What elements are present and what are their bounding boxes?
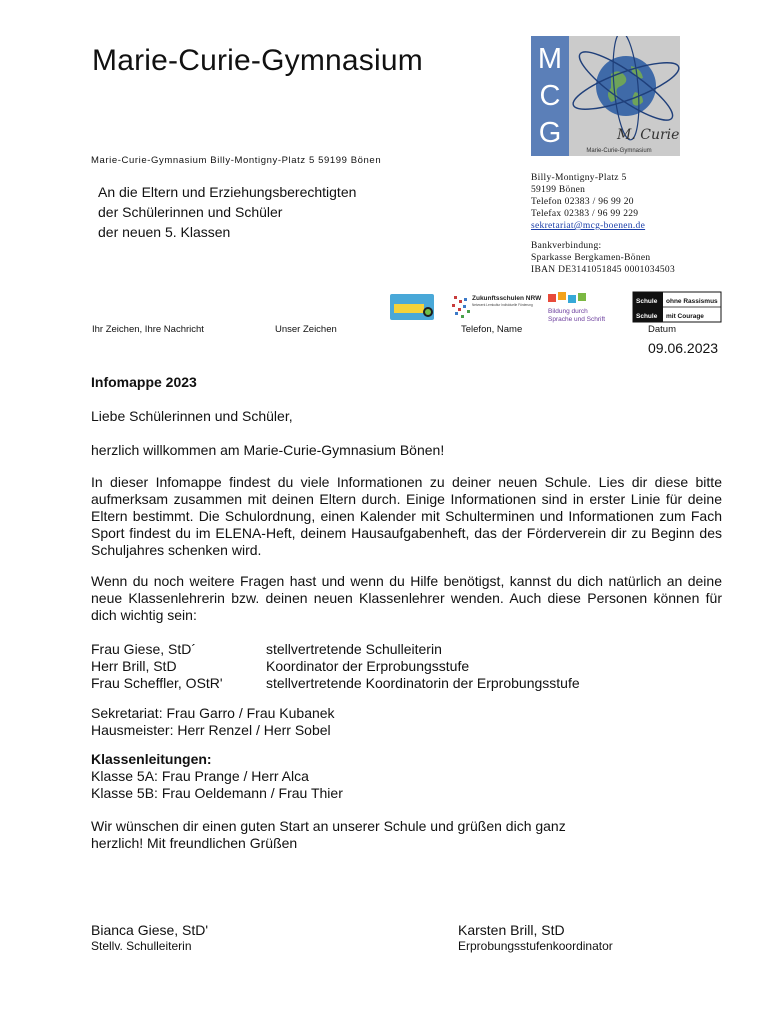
- zukunft-sub: Netzwerk Lernkultur Individuelle Förderung: [472, 303, 533, 307]
- contact-persons-list: [91, 641, 722, 692]
- logo-caption: Marie-Curie-Gymnasium: [586, 148, 652, 154]
- letter-paragraph-2: Wenn du noch weitere Fragen hast und wenn du Hilfe benötigst, kannst du dich natürlich an deine neue Klassenlehrerin bzw. deinen neuen Klassenlehrer wenden. Auch diese Personen können für dich wichtig sein:: [91, 573, 722, 623]
- person-name: Herr Brill, StD: [91, 658, 177, 674]
- logo-letter-g: G: [538, 117, 562, 149]
- letter-subject: Infomappe 2023: [91, 374, 197, 390]
- recipient-line: An die Eltern und Erziehungsberechtigten: [98, 184, 357, 200]
- contact-phone: Telefon 02383 / 96 99 20: [531, 197, 634, 207]
- ref-ihr-zeichen: Ihr Zeichen, Ihre Nachricht: [92, 324, 204, 335]
- contact-block: [531, 172, 675, 276]
- sor-schule-1: Schule: [636, 298, 658, 305]
- badges-row: [388, 290, 723, 324]
- signature-left-name: Bianca Giese, StD': [91, 922, 209, 938]
- biss-badge: [548, 292, 605, 323]
- hausmeister-line: Hausmeister: Herr Renzel / Herr Sobel: [91, 722, 331, 738]
- sor-text-2: mit Courage: [666, 313, 704, 320]
- schule-ohne-rassismus-badge: [633, 292, 721, 322]
- person-role: Koordinator der Erprobungsstufe: [266, 658, 470, 674]
- closing: [91, 818, 722, 852]
- letter-date: 09.06.2023: [648, 340, 719, 356]
- biss-line2: Sprache und Schrift: [548, 316, 606, 323]
- class-teachers: [91, 751, 722, 802]
- contact-fax: Telefax 02383 / 96 99 229: [531, 209, 639, 219]
- school-title: Marie-Curie-Gymnasium: [92, 44, 423, 77]
- sor-text-1: ohne Rassismus: [666, 298, 718, 305]
- person-role: stellvertretende Schulleiterin: [266, 641, 442, 657]
- person-name: Frau Scheffler, OStR': [91, 675, 223, 691]
- person-name: Frau Giese, StD´: [91, 641, 197, 657]
- closing-line-1: Wir wünschen dir einen guten Start an unserer Schule und grüßen dich ganz: [91, 818, 566, 834]
- zukunftsschulen-badge: [452, 295, 542, 318]
- closing-line-2: herzlich! Mit freundlichen Grüßen: [91, 835, 298, 851]
- recipient-line: der Schülerinnen und Schüler: [98, 204, 283, 220]
- staff-info: [91, 705, 722, 739]
- klasse-5a-line: Klasse 5A: Frau Prange / Herr Alca: [91, 768, 309, 784]
- bank-iban: IBAN DE3141051845 0001034503: [531, 265, 676, 275]
- signature-left-title: Stellv. Schulleiterin: [91, 939, 192, 953]
- klassenleitungen-heading: Klassenleitungen:: [91, 751, 212, 767]
- bank-name: Sparkasse Bergkamen-Bönen: [531, 253, 651, 263]
- sender-address-line: Marie-Curie-Gymnasium Billy-Montigny-Platz 5 59199 Bönen: [91, 155, 382, 166]
- ref-telefon-name: Telefon, Name: [461, 324, 523, 335]
- klasse-5b-line: Klasse 5B: Frau Oeldemann / Frau Thier: [91, 785, 343, 801]
- list-item: [91, 675, 722, 692]
- signature-right-title: Erprobungsstufenkoordinator: [458, 939, 613, 953]
- contact-city: 59199 Bönen: [531, 185, 586, 195]
- ref-unser-zeichen: Unser Zeichen: [275, 324, 337, 335]
- letter-salutation: Liebe Schülerinnen und Schüler,: [91, 408, 293, 424]
- logo-letter-m: M: [537, 43, 563, 75]
- recipient-line: der neuen 5. Klassen: [98, 224, 231, 240]
- letter-paragraph-1: In dieser Infomappe findest du viele Informationen zu deiner neuen Schule. Lies dir diese bitte aufmerksam zusammen mit deinen Eltern durch. Einige Informationen sind in erster Linie für deine Eltern bestimmt. Die Schulordnung, einen Kalender mit Schulterminen und Informationen zum Fach Sport findest du im ELENA-Heft, deinem Hausaufgabenheft, das der Förderverein dir zu Beginn des Schuljahres schenken wird.: [91, 474, 722, 558]
- sor-schule-2: Schule: [636, 313, 658, 320]
- letter-welcome: herzlich willkommen am Marie-Curie-Gymnasium Bönen!: [91, 442, 445, 458]
- list-item: [91, 658, 722, 675]
- contact-street: Billy-Montigny-Platz 5: [531, 173, 627, 183]
- logo-letter-c: C: [539, 80, 561, 112]
- bank-label: Bankverbindung:: [531, 241, 602, 251]
- school-logo: [531, 36, 680, 156]
- signature-right-name: Karsten Brill, StD: [458, 922, 565, 938]
- sekretariat-line: Sekretariat: Frau Garro / Frau Kubanek: [91, 705, 335, 721]
- biss-line1: Bildung durch: [548, 308, 588, 315]
- recipient-address: [98, 182, 356, 242]
- ref-datum-label: Datum: [648, 324, 676, 335]
- list-item: [91, 641, 722, 658]
- fairtrade-school-badge: [390, 294, 434, 320]
- zukunft-title: Zukunftsschulen NRW: [472, 295, 542, 302]
- logo-signature: M. Curie: [617, 127, 680, 143]
- person-role: stellvertretende Koordinatorin der Erprobungsstufe: [266, 675, 580, 691]
- contact-email-link[interactable]: sekretariat@mcg-boenen.de: [531, 221, 646, 231]
